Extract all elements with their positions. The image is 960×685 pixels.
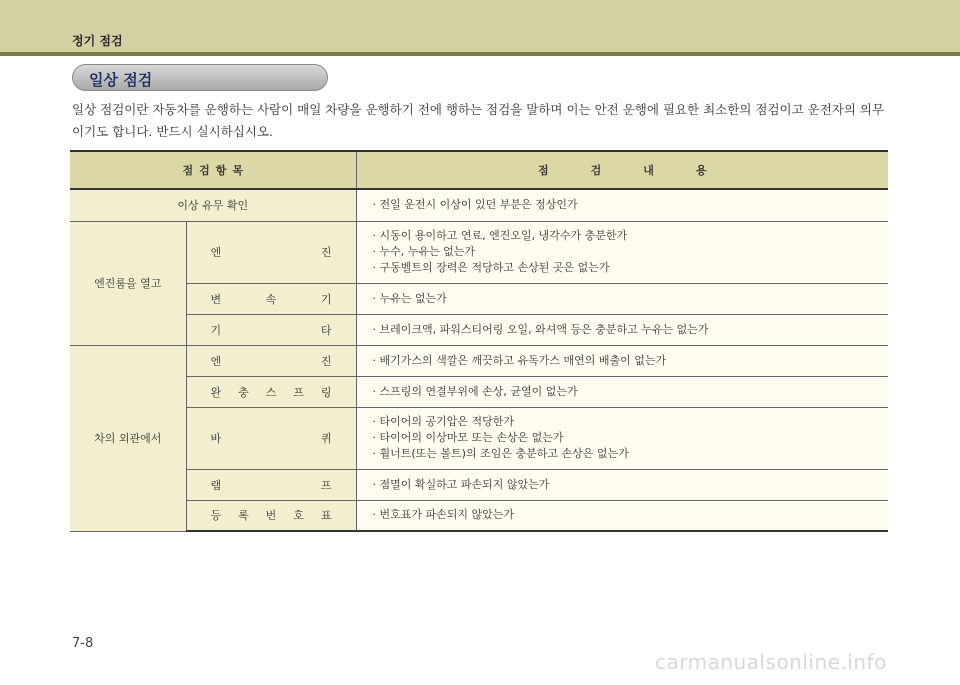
table-row bbox=[70, 189, 888, 221]
item-char: 완 bbox=[210, 385, 222, 399]
page-number: 7-8 bbox=[72, 636, 94, 651]
content-line: · 전일 운전시 이상이 있던 부분은 정상인가 bbox=[372, 198, 578, 212]
content-cell bbox=[356, 376, 888, 407]
table-row bbox=[70, 407, 888, 469]
item-char: 스 bbox=[265, 385, 277, 399]
item-char: 링 bbox=[320, 385, 332, 399]
content-line: · 구동벨트의 장력은 적당하고 손상된 곳은 없는가 bbox=[372, 261, 610, 274]
item-cell bbox=[186, 221, 356, 283]
item-char: 속 bbox=[265, 292, 277, 306]
item-cell bbox=[186, 407, 356, 469]
table-row bbox=[70, 221, 888, 283]
header-char: 점 bbox=[182, 164, 194, 177]
header-char: 항 bbox=[215, 164, 227, 177]
category-cell: 차의 외관에서 bbox=[70, 345, 186, 531]
table-row bbox=[70, 345, 888, 376]
header-char: 점 bbox=[537, 164, 549, 177]
item-char: 충 bbox=[238, 385, 249, 399]
content-line: · 누유는 없는가 bbox=[372, 291, 447, 305]
title-pill bbox=[72, 64, 328, 91]
table-row bbox=[70, 469, 888, 500]
header-char: 용 bbox=[695, 164, 707, 177]
content-line: · 번호표가 파손되지 않았는가 bbox=[372, 508, 514, 522]
content-line: · 시동이 용이하고 연료, 엔진오일, 냉각수가 충분한가 bbox=[372, 229, 628, 242]
item-cell bbox=[186, 314, 356, 345]
section-label: 정기 점검 bbox=[72, 34, 123, 48]
item-char: 번 bbox=[265, 509, 277, 523]
inspection-table bbox=[70, 150, 888, 532]
header-char: 내 bbox=[643, 164, 654, 177]
content-cell bbox=[356, 407, 888, 469]
content-line: · 휠너트(또는 볼트)의 조임은 충분하고 손상은 없는가 bbox=[372, 447, 629, 460]
content-line: · 점멸이 확실하고 파손되지 않았는가 bbox=[372, 477, 550, 491]
item-char: 등 bbox=[210, 509, 222, 523]
content-cell bbox=[356, 469, 888, 500]
content-cell bbox=[356, 221, 888, 283]
item-cell bbox=[186, 376, 356, 407]
content-line: · 스프링의 연결부위에 손상, 균열이 없는가 bbox=[372, 384, 578, 398]
watermark: carmanualsonline.info bbox=[655, 650, 887, 674]
item-cell bbox=[186, 345, 356, 376]
page-title: 일상 점검 bbox=[89, 71, 153, 89]
item-char: 록 bbox=[238, 509, 249, 523]
header-char: 목 bbox=[232, 164, 244, 177]
item-char: 호 bbox=[293, 509, 304, 523]
item-char: 바 bbox=[210, 432, 222, 445]
content-line: · 타이어의 공기압은 적당한가 bbox=[372, 415, 514, 428]
item-char: 진 bbox=[320, 246, 332, 259]
header-content bbox=[356, 151, 888, 189]
header-char: 검 bbox=[590, 164, 602, 177]
content-line: · 배기가스의 색깔은 깨끗하고 유독가스 매연의 배출이 없는가 bbox=[372, 353, 667, 367]
item-cell bbox=[186, 469, 356, 500]
item-char: 엔 bbox=[210, 354, 222, 368]
item-cell bbox=[186, 500, 356, 531]
content-line: · 브레이크액, 파워스티어링 오일, 와셔액 등은 충분하고 누유는 없는가 bbox=[372, 322, 709, 336]
table-row bbox=[70, 314, 888, 345]
item-char: 타 bbox=[320, 323, 332, 337]
header-item bbox=[70, 151, 356, 189]
header-divider bbox=[0, 52, 960, 56]
item-char: 기 bbox=[210, 323, 222, 337]
table-row bbox=[70, 500, 888, 531]
top-header-bar bbox=[0, 0, 960, 54]
content-line: · 타이어의 이상마모 또는 손상은 없는가 bbox=[372, 431, 564, 444]
content-cell bbox=[356, 189, 888, 221]
category-cell: 이상 유무 확인 bbox=[70, 189, 356, 221]
item-char: 기 bbox=[320, 292, 332, 306]
table-row bbox=[70, 283, 888, 314]
content-cell bbox=[356, 500, 888, 531]
item-char: 표 bbox=[320, 509, 332, 523]
content-cell bbox=[356, 314, 888, 345]
item-char: 변 bbox=[210, 292, 222, 306]
content-cell bbox=[356, 345, 888, 376]
item-char: 프 bbox=[293, 385, 304, 399]
category-cell: 엔진룸을 열고 bbox=[70, 221, 186, 345]
content-cell bbox=[356, 283, 888, 314]
header-char: 검 bbox=[199, 164, 210, 177]
table-row bbox=[70, 376, 888, 407]
intro-paragraph: 일상 점검이란 자동차를 운행하는 사람이 매일 차량을 운행하기 전에 행하는 점검을 말하며 이는 안전 운행에 필요한 최소한의 점검이고 운전자의 의무이기도 합니다. 반드시 실시하십시오. bbox=[72, 102, 885, 139]
item-char: 엔 bbox=[210, 246, 222, 259]
item-char: 프 bbox=[320, 478, 332, 492]
item-char: 진 bbox=[320, 354, 332, 368]
content-line: · 누수, 누유는 없는가 bbox=[372, 245, 475, 258]
item-cell bbox=[186, 283, 356, 314]
item-char: 퀴 bbox=[320, 432, 332, 445]
item-char: 램 bbox=[210, 478, 222, 492]
table-header-row bbox=[70, 151, 888, 189]
